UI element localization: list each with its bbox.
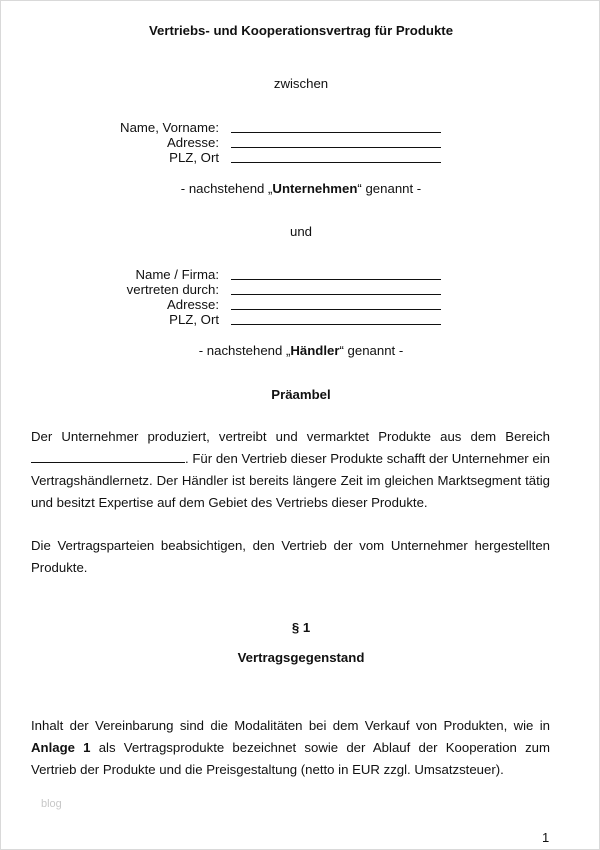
party2-address-row <box>1 297 600 312</box>
party1-name-row <box>1 120 600 135</box>
preamble-heading: Präambel <box>271 387 331 402</box>
sector-blank-line <box>31 450 185 463</box>
section1-para-end: als Vertragsprodukte bezeichnet sowie der Ablauf der Kooperation zum Vertrieb der Produkte und die Preisgestaltung (netto in EUR zzgl. Umsatzsteuer). <box>31 740 550 777</box>
party2-address-line <box>231 309 441 310</box>
party2-designation <box>1 343 600 358</box>
preamble-para1-end: . Für den Vertrieb dieser Produkte schafft der Unternehmer ein Vertragshändlernetz. Der Händler ist bereits längere Zeit im gleichen Marktsegment tätig und besitzt Expertise auf dem Gebiet des Vertriebs dieser Produkte. <box>31 451 550 510</box>
preamble-paragraph-2: Die Vertragsparteien beabsichtigen, den Vertrieb der vom Unternehmer hergestellten Produkte. <box>31 538 550 575</box>
party2-designation-prefix: - nachstehend „ <box>198 343 291 358</box>
party1-designation <box>1 181 600 196</box>
section1-annex-ref: Anlage 1 <box>31 740 91 755</box>
party1-designation-name: Unternehmen <box>272 181 358 196</box>
party2-name-line <box>231 279 441 280</box>
party2-representative-line <box>231 294 441 295</box>
party1-designation-suffix: “ genannt - <box>357 181 422 196</box>
party2-designation-suffix: “ genannt - <box>339 343 404 358</box>
and-text: und <box>289 224 312 239</box>
party2-address-label: Adresse: <box>166 297 219 312</box>
party1-name-label: Name, Vorname: <box>120 120 219 135</box>
party1-city-label: PLZ, Ort <box>169 150 219 165</box>
party2-representative-label: vertreten durch: <box>126 282 219 297</box>
party2-name-label: Name / Firma: <box>135 267 219 282</box>
party1-designation-prefix: - nachstehend „ <box>180 181 273 196</box>
party1-name-line <box>231 132 441 133</box>
between-text: zwischen <box>273 76 329 91</box>
watermark: blog <box>41 798 62 810</box>
preamble-paragraph-1 <box>31 426 550 514</box>
document-title: Vertriebs- und Kooperationsvertrag für Produkte <box>148 23 454 38</box>
party2-name-row <box>1 267 600 282</box>
party2-city-row <box>1 312 600 327</box>
section1-paragraph <box>31 715 550 781</box>
party2-representative-row <box>1 282 600 297</box>
party2-city-label: PLZ, Ort <box>169 312 219 327</box>
party1-city-row <box>1 150 600 165</box>
party1-address-line <box>231 147 441 148</box>
party1-address-label: Adresse: <box>166 135 219 150</box>
party1-address-row <box>1 135 600 150</box>
party1-city-line <box>231 162 441 163</box>
page-number: 1 <box>542 830 550 845</box>
section1-heading: Vertragsgegenstand <box>237 650 365 665</box>
party2-designation-name: Händler <box>290 343 340 358</box>
party2-city-line <box>231 324 441 325</box>
section1-number: § 1 <box>291 620 311 635</box>
section1-para-start: Inhalt der Vereinbarung sind die Modalitäten bei dem Verkauf von Produkten, wie in <box>31 718 550 733</box>
preamble-para1-start: Der Unternehmer produziert, vertreibt und vermarktet Produkte aus dem Bereich <box>31 429 550 444</box>
